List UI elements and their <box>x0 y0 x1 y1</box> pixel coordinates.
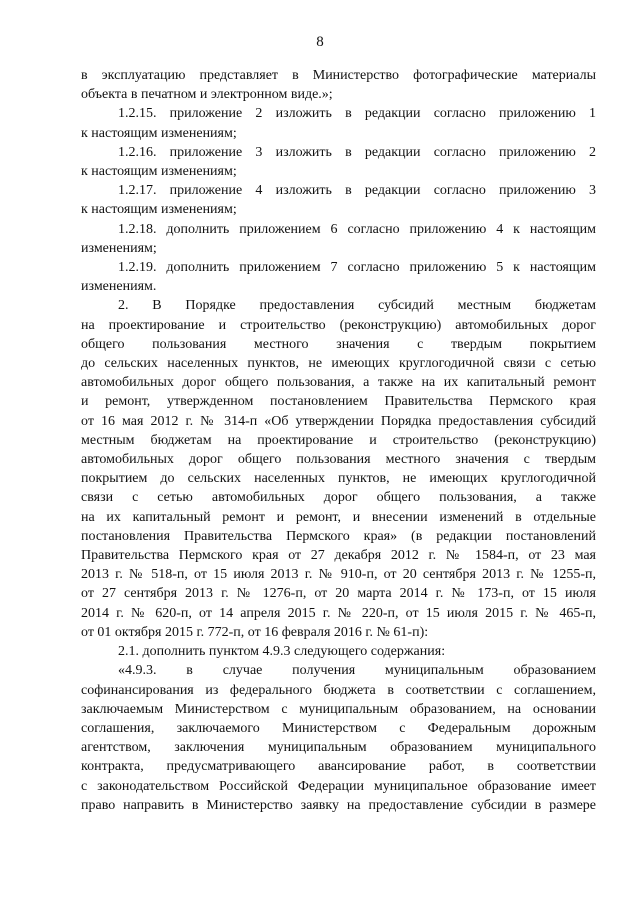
text-line: 1.2.18. дополнить приложением 6 согласно приложению 4 к настоящим <box>118 221 596 237</box>
text-line: к настоящим изменениям; <box>81 164 237 180</box>
text-line: 1.2.19. дополнить приложением 7 согласно приложению 5 к настоящим <box>118 260 596 276</box>
text-line: контракта, предусматривающего авансирование работ, в соответствии <box>81 759 596 775</box>
page-number: 8 <box>316 34 324 50</box>
text-line: на проектирование и строительство (реконструкцию) автомобильных дорог <box>81 317 596 333</box>
text-line: автомобильных дорог общего пользования местного значения с твердым <box>81 452 596 468</box>
text-line: и ремонт, утвержденном постановлением Правительства Пермского края <box>81 394 596 410</box>
text-line: 1.2.16. приложение 3 изложить в редакции согласно приложению 2 <box>118 144 596 160</box>
text-line: 1.2.17. приложение 4 изложить в редакции согласно приложению 3 <box>118 183 596 199</box>
paragraph <box>81 642 596 661</box>
text-line: 2014 г. № 620-п, от 14 апреля 2015 г. № 220-п, от 15 июля 2015 г. № 465-п, <box>81 605 596 621</box>
text-line: заключаемым Министерством с муниципальным образованием, на основании <box>81 701 596 717</box>
text-line: от 16 мая 2012 г. № 314-п «Об утверждении Порядка предоставления субсидий <box>81 413 596 429</box>
text-line: 2. В Порядке предоставления субсидий местным бюджетам <box>118 298 596 314</box>
document-body <box>81 66 596 815</box>
paragraph <box>81 220 596 258</box>
paragraph <box>81 258 596 296</box>
text-line: в эксплуатацию представляет в Министерство фотографические материалы <box>81 68 596 83</box>
text-line: 2013 г. № 518-п, от 15 июля 2013 г. № 910-п, от 20 сентября 2013 г. № 1255-п, <box>81 567 596 583</box>
text-line: с законодательством Российской Федерации муниципальное образование имеет <box>81 778 596 794</box>
text-line: до сельских населенных пунктов, не имеющих круглогодичной связи с сетью <box>81 356 596 372</box>
paragraph <box>81 66 596 104</box>
text-line: соглашения, заключаемого Министерством с Федеральным дорожным <box>81 720 596 736</box>
text-line: на их капитальный ремонт и ремонт, и внесении изменений в отдельные <box>81 509 596 525</box>
paragraph <box>81 181 596 219</box>
text-line: от 01 октября 2015 г. 772-п, от 16 февраля 2016 г. № 61-п): <box>81 624 429 640</box>
text-line: от 27 сентября 2013 г. № 1276-п, от 20 марта 2014 г. № 173-п, от 15 июля <box>81 586 596 602</box>
paragraph <box>81 104 596 142</box>
text-line: агентством, заключения муниципальным образованием муниципального <box>81 740 596 756</box>
text-line: изменениям; <box>81 240 157 256</box>
text-line: «4.9.3. в случае получения муниципальным образованием <box>118 663 596 679</box>
text-line: автомобильных дорог общего пользования, а также на их капитальный ремонт <box>81 375 596 391</box>
text-line: местным бюджетам на проектирование и строительство (реконструкцию) <box>81 432 596 448</box>
text-line: право направить в Министерство заявку на предоставление субсидии в размере <box>81 797 596 813</box>
text-line: связи с сетью автомобильных дорог общего пользования, а также <box>81 490 596 506</box>
text-line: изменениям. <box>81 279 157 295</box>
text-line: 1.2.15. приложение 2 изложить в редакции согласно приложению 1 <box>118 106 596 122</box>
text-line: софинансирования из федерального бюджета в соответствии с соглашением, <box>81 682 596 698</box>
text-line: постановления Правительства Пермского края» (в редакции постановлений <box>81 528 596 544</box>
paragraph <box>81 661 596 815</box>
text-line: к настоящим изменениям; <box>81 202 237 218</box>
text-line: 2.1. дополнить пунктом 4.9.3 следующего содержания: <box>118 644 446 660</box>
text-line: к настоящим изменениям; <box>81 125 237 141</box>
text-line: Правительства Пермского края от 27 декабря 2012 г. № 1584-п, от 23 мая <box>81 548 596 564</box>
text-line: объекта в печатном и электронном виде.»; <box>81 87 333 103</box>
text-line: общего пользования местного значения с твердым покрытием <box>81 336 596 352</box>
paragraph <box>81 296 596 642</box>
paragraph <box>81 143 596 181</box>
text-line: покрытием до сельских населенных пунктов, не имеющих круглогодичной <box>81 471 596 487</box>
